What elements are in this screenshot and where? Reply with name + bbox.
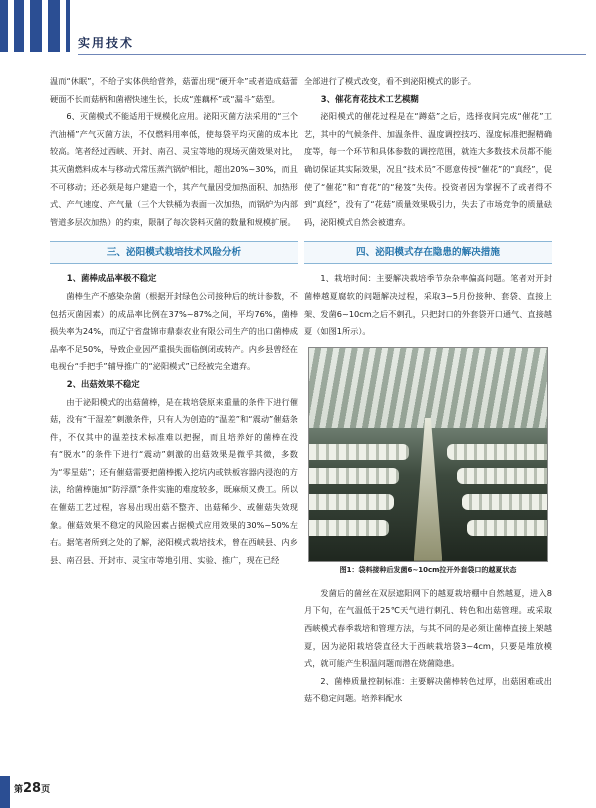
section-heading: 三、泌阳模式栽培技术风险分析 bbox=[50, 241, 298, 264]
header-rule bbox=[78, 54, 586, 55]
figure-caption: 图1：袋料接种后发菌6~10cm拉开外套袋口的越夏状态 bbox=[339, 565, 517, 574]
paragraph: 全部进行了模式改变，看不到泌阳模式的影子。 bbox=[304, 76, 476, 86]
section-heading: 四、泌阳模式存在隐患的解决措施 bbox=[304, 241, 552, 264]
left-column bbox=[50, 73, 298, 569]
right-column bbox=[304, 73, 552, 708]
section-title: 实用技术 bbox=[78, 36, 135, 50]
page-prefix: 第 bbox=[14, 785, 24, 795]
header-stripe bbox=[0, 0, 8, 52]
page-num: 28 bbox=[23, 781, 42, 796]
paragraph: 发菌后的菌丝在双层遮阳网下的越夏栽培棚中自然越夏，进入8月下旬，在气温低于25℃天气进行刺孔、转色和出菇管理。或采取西峡模式春季栽培和管理方法，与其不同的是必须让菌棒直接上架越夏，因为泌阳栽培袋直径大于西峡栽培袋3~4cm，只要是堆放模式，就可能产生积温问题而潜在烧菌隐患。 bbox=[304, 587, 552, 669]
footer-bar bbox=[0, 776, 10, 808]
subheading: 1、菌棒成品率极不稳定 bbox=[66, 273, 157, 284]
header-stripe bbox=[14, 0, 24, 52]
header-stripe bbox=[30, 0, 42, 52]
paragraph: 2、菌棒质量控制标准：主要解决菌棒转色过厚，出菇困难或出菇不稳定问题。培养料配水 bbox=[304, 675, 552, 704]
paragraph: 1、栽培时间：主要解决栽培季节杂杂率偏高问题。笔者对开封菌棒越夏腐软的问题解决过程，采取3~5月份接种、套袋、直接上架、发菌6~10cm之后不刺孔，只把封口的外套袋开口通气、直接越夏（如图1所示）。 bbox=[304, 273, 552, 337]
subheading: 3、催花育花技术工艺模糊 bbox=[320, 93, 419, 104]
page-number bbox=[14, 781, 50, 796]
header-stripe bbox=[66, 0, 70, 52]
greenhouse-photo bbox=[308, 347, 548, 562]
paragraph: 泌阳模式的催花过程是在“蹲菇”之后，选择夜间完成“催花”工艺，其中的气候条件、加温条件、温度调控技巧、湿度标准把握精确度等，每一个环节和具体参数的调控范围，就连大多数技术员都不能确切保证其实际效果，况且“技术员”不愿意传授“催花”的“真经”，促使了“催花”和“育花”的“秘笈”失传。投资者因为掌握不了或者得不到“真经”，没有了“花菇”质量效果吸引力，失去了市场竞争的质量砝码，泌阳模式自然会被遗弃。 bbox=[304, 111, 552, 227]
page-suffix: 页 bbox=[41, 785, 51, 795]
paragraph: 菌棒生产不感染杂菌（根据开封绿色公司接种后的统计参数，不包括灭菌因素）的成品率比例在37%~87%之间，平均76%，菌棒损失率为24%，而辽宁省盘锦市鼎泰农业有限公司生产的出口菌棒成品率不足50%，导致企业因严重损失面临倒闭或转产。内乡县曾经在电视台“手把手”辅导推广的“泌阳模式”已经被完全遗弃。 bbox=[50, 290, 298, 372]
header-stripe bbox=[48, 0, 60, 52]
paragraph: 6、灭菌模式不能适用于规模化应用。泌阳灭菌方法采用的“三个汽油桶”产气灭菌方法，不仅燃料用率低，使每袋平均灭菌的成本比较高。笔者经过西峡、开封、南召、灵宝等地的现场灭菌效果对比，其灭菌燃料成本与移动式常压蒸汽锅炉相比，超出20%~30%，而且不可移动；还必须是每户建造一个，其产气量因受加热面积、加热形式、产气速度、产气量（三个大铁桶为表面一次加热，而锅炉为内部管道多层次加热）的约束，限制了每次袋料灭菌的数量和规模扩展。 bbox=[50, 111, 298, 227]
subheading: 2、出菇效果不稳定 bbox=[66, 378, 140, 389]
paragraph: 由于泌阳模式的出菇菌棒，是在栽培袋原来重量的条件下进行催菇，没有“干湿差”刺激条件，只有人为创造的“温差”和“震动”催菇条件，不仅其中的温差技术标准难以把握，而且培养好的菌棒在没有“脱水”的条件下进行“震动”刺激的出菇效果是微乎其微，多数为“零星菇”；还有催菇需要把菌棒搬入挖坑内或铁板容器内浸泡的方法，给菌棒施加“防浮漂”条件实施的难度较多，既麻烦又费工。所以在催菇工艺过程，容易出现出菇不整齐、出菇稀少、或催菇失效现象。催菇效果不稳定的风险因素占据模式应用效果的30%~50%左右。据笔者所到之处的了解，泌阳模式栽培技术，曾在西峡县、内乡县、南召县、开封市、灵宝市等地引用、实验、推广，现在已经 bbox=[50, 396, 298, 565]
paragraph: 温而“休眠”，不给子实体供给营养，菇蕾出现“硬开伞”或者造成菇蕾硬面不长而菇柄和菌褶快速生长，长成“莲藕杯”或“漏斗”菇型。 bbox=[50, 76, 298, 104]
